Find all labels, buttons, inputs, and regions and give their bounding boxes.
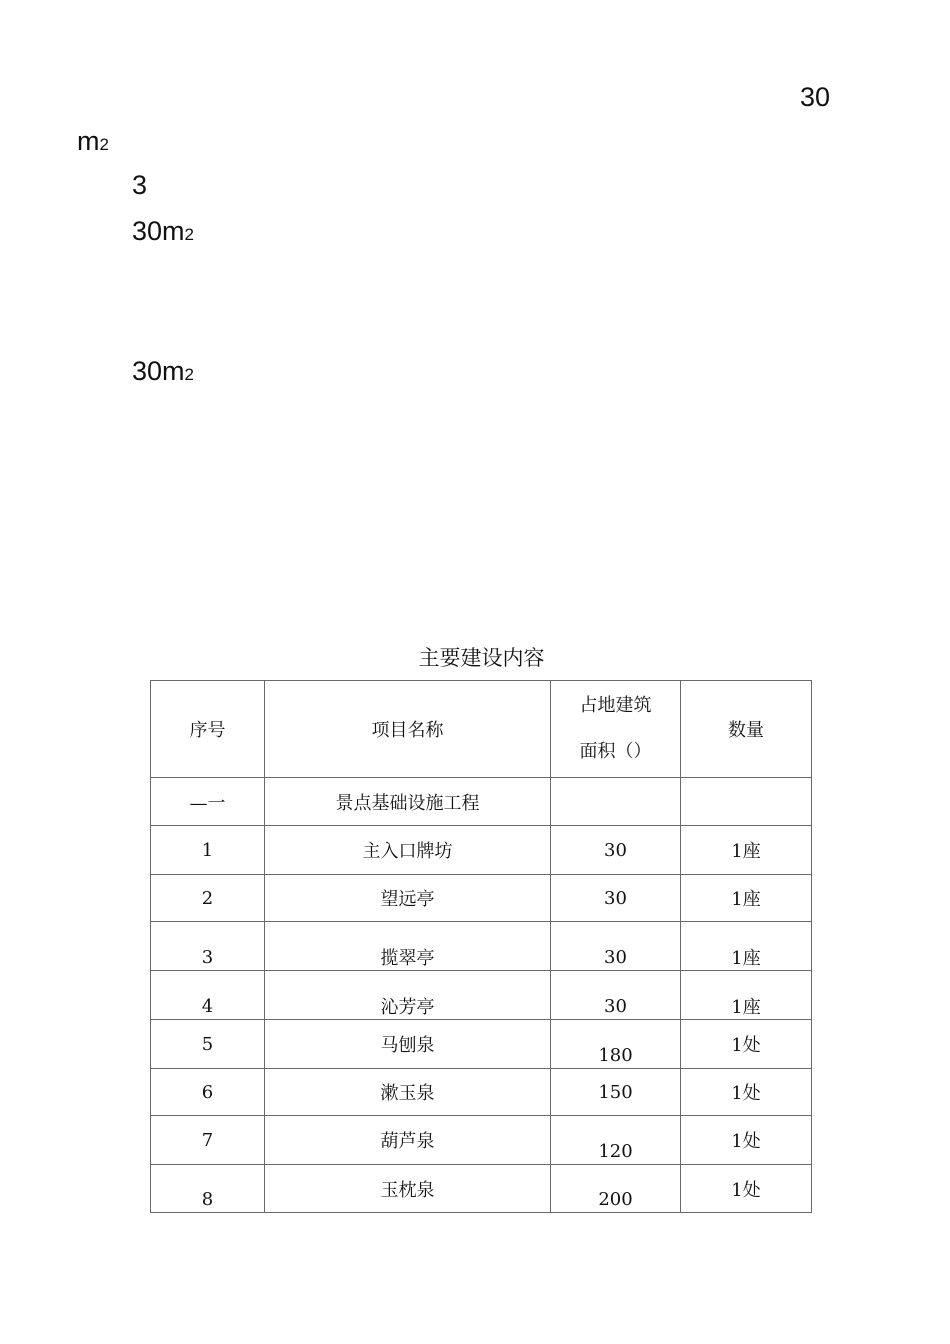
table-row xyxy=(151,1116,812,1165)
cell-name: 景点基础设施工程 xyxy=(265,778,551,826)
header-area xyxy=(551,681,681,778)
table-row xyxy=(151,826,812,875)
cell-no: 1 xyxy=(151,826,265,875)
cell-area: 30 xyxy=(551,922,681,971)
table-row xyxy=(151,778,812,826)
cell-no: 6 xyxy=(151,1069,265,1116)
cell-no: 7 xyxy=(151,1116,265,1165)
fragment-text: 30m xyxy=(132,356,185,386)
table-row xyxy=(151,1165,812,1213)
fragment-superscript: 2 xyxy=(184,365,194,384)
table-row xyxy=(151,875,812,922)
cell-qty xyxy=(681,778,812,826)
table-row xyxy=(151,922,812,971)
cell-area: 30 xyxy=(551,875,681,922)
fragment-30m2-b xyxy=(132,358,194,385)
cell-name: 主入口牌坊 xyxy=(265,826,551,875)
cell-name: 沁芳亭 xyxy=(265,971,551,1020)
cell-qty: 1处 xyxy=(681,1165,812,1213)
fragment-30m2-a xyxy=(132,218,194,245)
table-row xyxy=(151,971,812,1020)
fragment-30-top-right xyxy=(800,84,830,111)
table-header-row xyxy=(151,681,812,778)
cell-qty: 1座 xyxy=(681,826,812,875)
cell-name: 漱玉泉 xyxy=(265,1069,551,1116)
cell-no: 8 xyxy=(151,1165,265,1213)
cell-no: 5 xyxy=(151,1020,265,1069)
cell-no: 4 xyxy=(151,971,265,1020)
fragment-text: 30 xyxy=(800,82,831,112)
cell-qty: 1座 xyxy=(681,971,812,1020)
cell-area: 200 xyxy=(551,1165,681,1213)
fragment-superscript: 2 xyxy=(184,225,194,244)
construction-table xyxy=(150,680,812,1213)
cell-area: 120 xyxy=(551,1116,681,1165)
cell-qty: 1处 xyxy=(681,1020,812,1069)
fragment-superscript: 2 xyxy=(99,135,109,154)
cell-area: 180 xyxy=(551,1020,681,1069)
cell-qty: 1座 xyxy=(681,922,812,971)
header-qty: 数量 xyxy=(681,681,812,778)
cell-no: 2 xyxy=(151,875,265,922)
cell-no: 3 xyxy=(151,922,265,971)
cell-area: 30 xyxy=(551,826,681,875)
cell-no: —一 xyxy=(151,778,265,826)
cell-qty: 1座 xyxy=(681,875,812,922)
cell-area: 150 xyxy=(551,1069,681,1116)
fragment-text: m xyxy=(77,126,100,156)
header-area-line1: 占地建筑 xyxy=(579,695,652,716)
cell-qty: 1处 xyxy=(681,1069,812,1116)
cell-qty: 1处 xyxy=(681,1116,812,1165)
cell-area: 30 xyxy=(551,971,681,1020)
cell-name: 揽翠亭 xyxy=(265,922,551,971)
fragment-text: 30m xyxy=(132,216,185,246)
cell-name: 玉枕泉 xyxy=(265,1165,551,1213)
table-row xyxy=(151,1020,812,1069)
header-name: 项目名称 xyxy=(265,681,551,778)
cell-name: 望远亭 xyxy=(265,875,551,922)
cell-area xyxy=(551,778,681,826)
cell-name: 马刨泉 xyxy=(265,1020,551,1069)
fragment-3 xyxy=(132,172,147,199)
table-row xyxy=(151,1069,812,1116)
fragment-m2 xyxy=(77,128,109,155)
cell-name: 葫芦泉 xyxy=(265,1116,551,1165)
fragment-text: 3 xyxy=(132,170,148,200)
header-area-line2: 面积（） xyxy=(579,741,652,762)
table-title: 主要建设内容 xyxy=(418,646,545,670)
header-no: 序号 xyxy=(151,681,265,778)
